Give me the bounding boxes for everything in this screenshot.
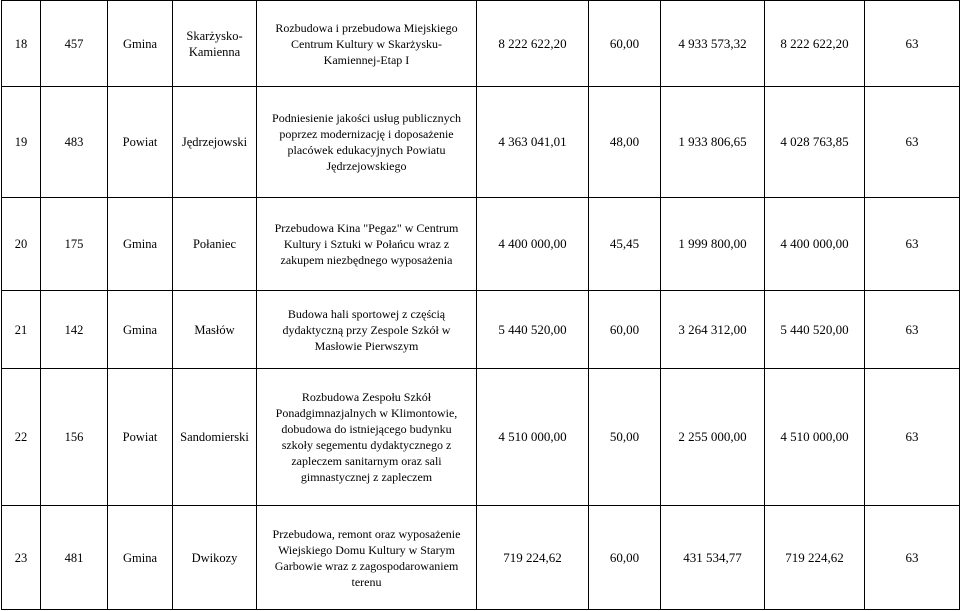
row-type: Gmina [108,198,173,291]
row-eligible: 4 028 763,85 [765,87,865,198]
table-row [2,198,960,291]
row-score: 63 [865,1,960,87]
row-desc: Budowa hali sportowej z częścią dydaktyczną przy Zespole Szkół w Masłowie Pierwszym [257,291,477,369]
row-type: Gmina [108,506,173,610]
row-score: 63 [865,506,960,610]
table-row [2,291,960,369]
row-pct: 60,00 [589,291,661,369]
row-grant: 2 255 000,00 [661,369,765,506]
row-nr: 457 [41,1,108,87]
row-lp: 21 [2,291,41,369]
row-total: 8 222 622,20 [477,1,589,87]
row-total: 719 224,62 [477,506,589,610]
row-eligible: 8 222 622,20 [765,1,865,87]
row-lp: 22 [2,369,41,506]
row-eligible: 719 224,62 [765,506,865,610]
row-pct: 60,00 [589,1,661,87]
row-pct: 45,45 [589,198,661,291]
projects-table [1,0,960,610]
row-nr: 142 [41,291,108,369]
row-type: Gmina [108,291,173,369]
row-score: 63 [865,198,960,291]
row-type: Powiat [108,369,173,506]
row-grant: 4 933 573,32 [661,1,765,87]
row-lp: 23 [2,506,41,610]
table-body [2,1,960,610]
row-lp: 20 [2,198,41,291]
row-desc: Rozbudowa i przebudowa Miejskiego Centrum Kultury w Skarżysku-Kamiennej-Etap I [257,1,477,87]
table-row [2,1,960,87]
row-score: 63 [865,87,960,198]
row-score: 63 [865,369,960,506]
row-grant: 431 534,77 [661,506,765,610]
row-name: Masłów [173,291,257,369]
row-nr: 483 [41,87,108,198]
row-grant: 3 264 312,00 [661,291,765,369]
row-type: Powiat [108,87,173,198]
row-pct: 48,00 [589,87,661,198]
table-row [2,369,960,506]
table-row [2,87,960,198]
row-pct: 50,00 [589,369,661,506]
row-eligible: 4 400 000,00 [765,198,865,291]
row-total: 4 510 000,00 [477,369,589,506]
row-nr: 156 [41,369,108,506]
row-desc: Przebudowa Kina "Pegaz" w Centrum Kultury i Sztuki w Połańcu wraz z zakupem niezbędnego wyposażenia [257,198,477,291]
row-pct: 60,00 [589,506,661,610]
row-nr: 481 [41,506,108,610]
row-score: 63 [865,291,960,369]
table-row [2,506,960,610]
row-desc: Przebudowa, remont oraz wyposażenie Wiejskiego Domu Kultury w Starym Garbowie wraz z zagospodarowaniem terenu [257,506,477,610]
row-name: Sandomierski [173,369,257,506]
row-total: 4 400 000,00 [477,198,589,291]
row-name: Dwikozy [173,506,257,610]
row-eligible: 4 510 000,00 [765,369,865,506]
row-name: Jędrzejowski [173,87,257,198]
row-desc: Rozbudowa Zespołu Szkół Ponadgimnazjalnych w Klimontowie, dobudowa do istniejącego budynku szkoły segementu dydaktycznego z zapleczem sanitarnym oraz sali gimnastycznej z zapleczem [257,369,477,506]
row-grant: 1 999 800,00 [661,198,765,291]
row-lp: 19 [2,87,41,198]
row-lp: 18 [2,1,41,87]
row-grant: 1 933 806,65 [661,87,765,198]
row-desc: Podniesienie jakości usług publicznych poprzez modernizację i doposażenie placówek edukacyjnych Powiatu Jędrzejowskiego [257,87,477,198]
row-total: 4 363 041,01 [477,87,589,198]
row-eligible: 5 440 520,00 [765,291,865,369]
row-total: 5 440 520,00 [477,291,589,369]
row-name: Połaniec [173,198,257,291]
row-name: Skarżysko-Kamienna [173,1,257,87]
row-type: Gmina [108,1,173,87]
row-nr: 175 [41,198,108,291]
